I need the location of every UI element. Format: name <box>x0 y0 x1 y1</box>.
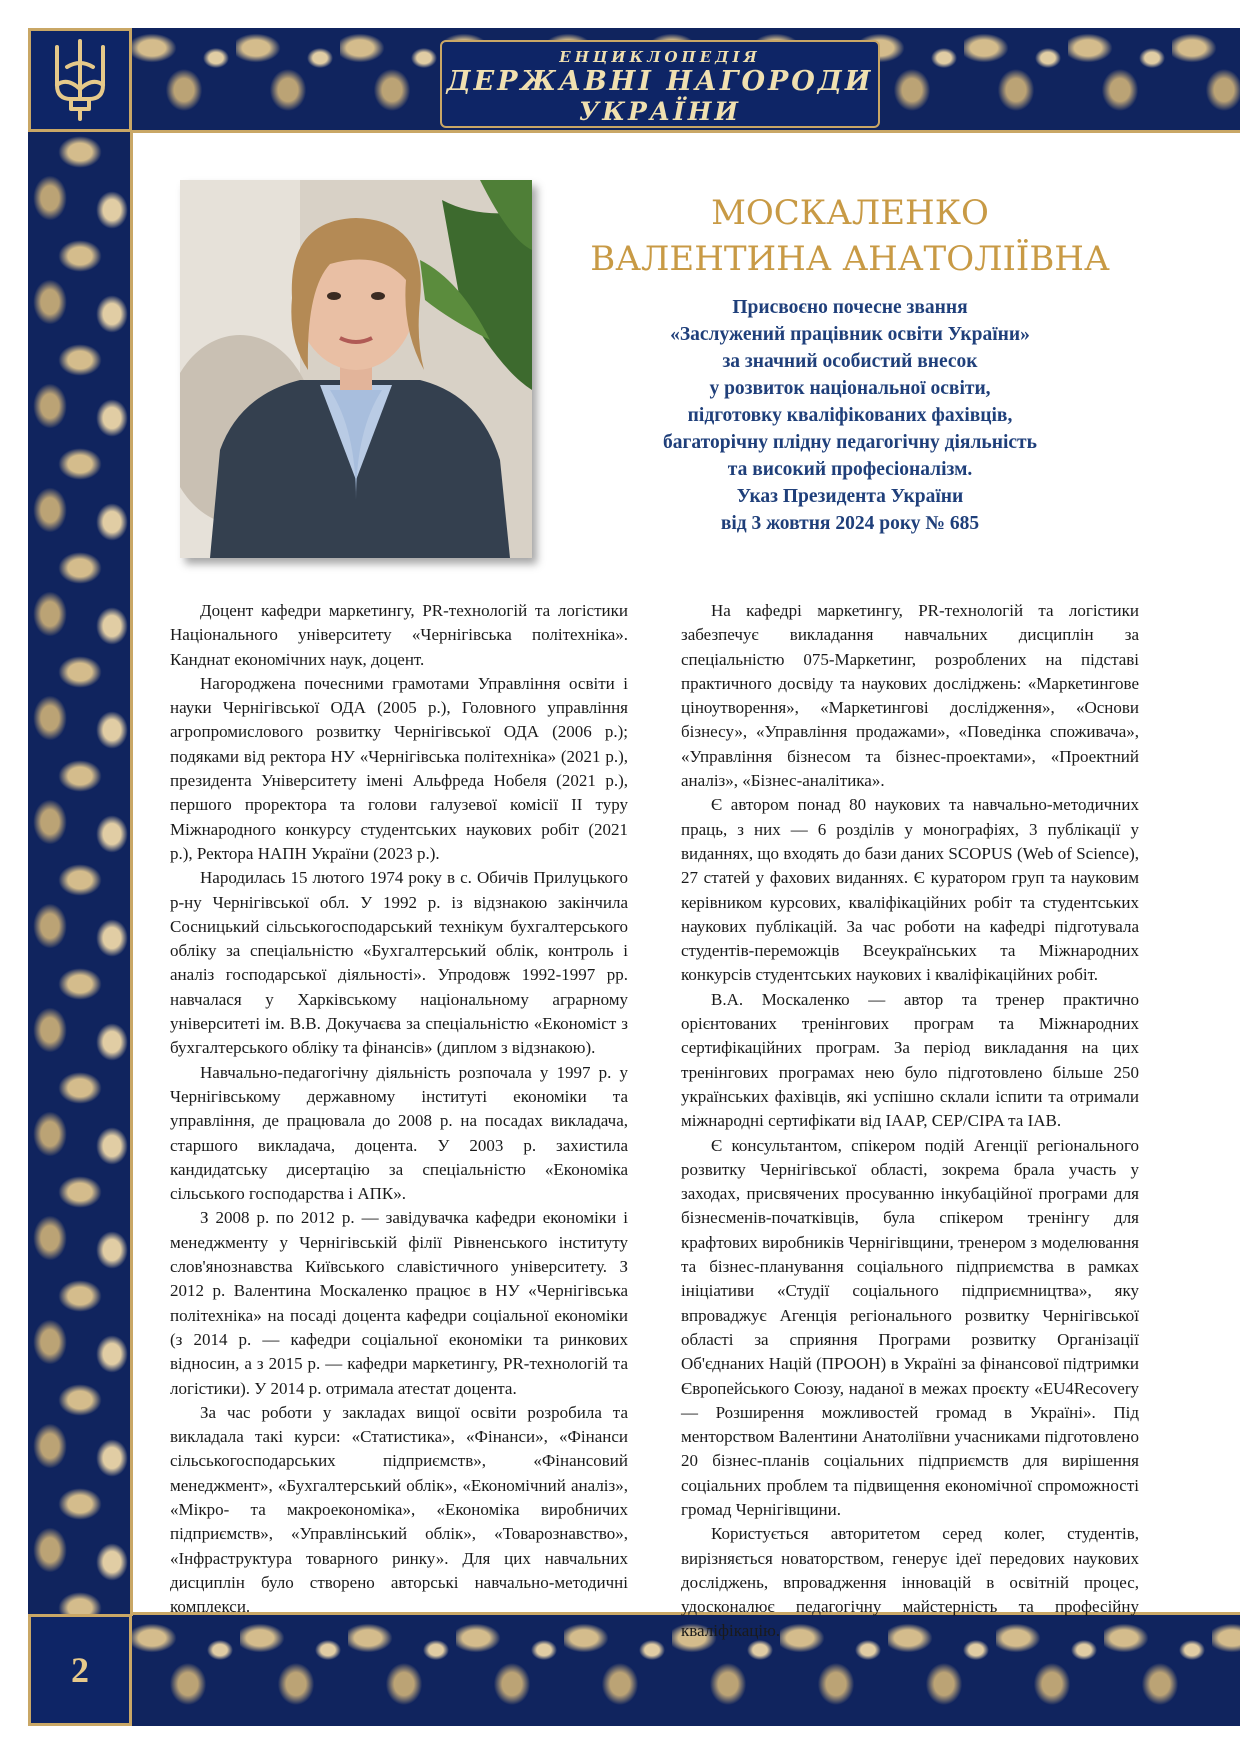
portrait-illustration <box>180 180 532 558</box>
border-line-left <box>130 130 133 1616</box>
person-given-names: ВАЛЕНТИНА АНАТОЛІЇВНА <box>590 239 1110 279</box>
award-line: Указ Президента України <box>736 486 964 507</box>
ornamental-border-left <box>28 132 132 1614</box>
award-citation <box>560 294 1140 537</box>
person-surname: МОСКАЛЕНКО <box>711 193 989 233</box>
person-name <box>560 190 1140 282</box>
paragraph: Народилась 15 лютого 1974 року в с. Обичів Прилуцького р-ну Чернігівської обл. У 1992 р. із відзнакою закінчила Сосницький сільськогосподарський технікум бухгалтерського обліку за спеціальністю «Бухгалтерський облік, контроль і аналіз господарської діяльності». Упродовж 1992-1997 рр. навчалася у Харківському національному аграрному університеті ім. В.В. Докучаєва за спеціальністю «Економіст з бухгалтерського обліку та фінансів» (диплом з відзнакою). <box>170 868 628 1058</box>
banner-line-3: УКРАЇНИ <box>578 97 742 126</box>
banner-line-1: ЕНЦИКЛОПЕДІЯ <box>559 48 761 66</box>
award-line: Присвоєно почесне звання <box>732 297 968 318</box>
page-number-box <box>28 1614 132 1726</box>
trident-emblem <box>28 28 132 132</box>
paragraph: З 2008 р. по 2012 р. — завідувачка кафедри економіки і менеджменту у Чернігівській філії Рівненського інституту слов'янознавства Київського славістичного університету. З 2012 р. Валентина Москаленко працює в НУ «Чернігівська політехніка» на посаді доцента кафедри соціальної економіки (з 2014 р. — кафедри соціальної економіки та ринкових відносин, а з 2015 р. — кафедри маркетингу, PR-технологій та логістики). У 2014 р. отримала атестат доцента. <box>170 1208 628 1398</box>
banner-line-2: ДЕРЖАВНІ НАГОРОДИ <box>446 66 874 97</box>
award-line: та високий професіоналізм. <box>727 459 973 480</box>
award-line: за значний особистий внесок <box>722 351 978 372</box>
border-line-top <box>132 130 1240 133</box>
paragraph: В.А. Москаленко — автор та тренер практично орієнтованих тренінгових програм та Міжнародних сертифікаційних програм. За період викладання на цих тренінгових програмах нею було підготовлено більше 250 українських фахівців, які успішно склали іспити та отримали міжнародні сертифікати від IAAP, CEP/CIPA та IAB. <box>681 989 1139 1131</box>
paragraph: На кафедрі маркетингу, PR-технологій та логістики забезпечує викладання навчальних дисциплін за спеціальністю 075-Маркетинг, розроблених на підставі практичного досвіду та наукових досліджень: «Маркетингове ціноутворення», «Маркетингові дослідження», «Основи бізнесу», «Управління продажами», «Поведінка споживача», «Управління бізнесом та бізнес-проектами», «Проектний аналіз», «Бізнес-аналітика». <box>681 601 1139 791</box>
award-line: від 3 жовтня 2024 року № 685 <box>720 513 980 534</box>
page-number: 2 <box>71 1650 89 1690</box>
paragraph: Доцент кафедри маркетингу, PR-технологій та логістики Національного університету «Чернігівська політехніка». Канднат економічних наук, доцент. <box>170 601 628 669</box>
paragraph: Є консультантом, спікером подій Агенції регіонального розвитку Чернігівської області, зокрема брала участь у заходах, присвячених просуванню інкубаційної програми для бізнесменів-початківців, була спікером тренінгу для крафтових виробників Чернігівщини, тренером з моделювання та бізнес-планування соціального підприємства в рамках ініціативи «Студії соціального підприємництва», яку впроваджує Агенція регіонального розвитку Чернігівської області за сприяння Програми розвитку Організації Об'єднаних Націй (ПРООН) в Україні за фінансової підтримки Європейського Союзу, наданої в межах проєкту «EU4Recovery — Розширення можливостей громад в Україні». Під менторством Валентини Анатоліївни учасниками підготовлено 20 бізнес-планів соціальних підприємств для вирішення соціальних проблем та підвищення економічної спроможності громад Чернігівщини. <box>681 1135 1139 1519</box>
paragraph: Є автором понад 80 наукових та навчально-методичних праць, з них — 6 розділів у монографіях, 3 публікації у виданнях, що входять до бази даних SCOPUS (Web of Science), 27 статей у фахових виданнях. Є куратором груп та науковим керівником курсових, кваліфікаційних робіт та студентських наукових публікацій. За час роботи на кафедрі підготувала студентів-переможців Всеукраїнських та Міжнародних конкурсів студентських наукових і кваліфікаційних робіт. <box>681 795 1139 985</box>
trident-icon <box>47 37 113 123</box>
award-line: у розвиток національної освіти, <box>709 378 991 399</box>
paragraph: Нагороджена почесними грамотами Управління освіти і науки Чернігівської ОДА (2005 р.), Головного управління агропромислового розвитку Чернігівської ОДА (2006 р.); подяками від ректора НУ «Чернігівська політехніка» (2021 р.), президента Університету імені Альфреда Нобеля (2021 р.), першого проректора та голови галузевої комісії II туру Міжнародного конкурсу студентських наукових робіт (2021 р.), Ректора НАПН України (2023 р.). <box>170 673 628 863</box>
biography-column-right <box>681 599 1139 1644</box>
award-line: «Заслужений працівник освіти України» <box>670 324 1030 345</box>
award-line: підготовку кваліфікованих фахівців, <box>687 405 1013 426</box>
encyclopedia-banner <box>440 40 880 128</box>
paragraph: Користується авторитетом серед колег, студентів, вирізняється новаторством, генерує ідеї передових наукових досліджень, впровадження інновацій в освітній процес, удосконалює педагогічну майстерність та професійну кваліфікацію. <box>681 1524 1139 1641</box>
biography-column-left <box>170 599 628 1619</box>
paragraph: За час роботи у закладах вищої освіти розробила та викладала такі курси: «Статистика», «Фінанси», «Фінанси сільськогосподарських підприємств», «Фінансовий менеджмент», «Бухгалтерський облік», «Економічний аналіз», «Мікро- та макроекономіка», «Економіка виробничих підприємств», «Управлінський облік», «Товарознавство», «Інфраструктура товарного ринку». Для цих навчальних дисциплін було створено авторські навчально-методичні комплекси. <box>170 1402 628 1617</box>
paragraph: Навчально-педагогічну діяльність розпочала у 1997 р. у Чернігівському державному інституті економіки та управління, де працювала до 2008 р. на посадах викладача, старшого викладача, доцента. У 2003 р. захистила кандидатську дисертацію за спеціальністю «Економіка сільського господарства і АПК». <box>170 1062 628 1204</box>
award-line: багаторічну плідну педагогічну діяльність <box>663 432 1037 453</box>
portrait-photo <box>180 180 532 558</box>
